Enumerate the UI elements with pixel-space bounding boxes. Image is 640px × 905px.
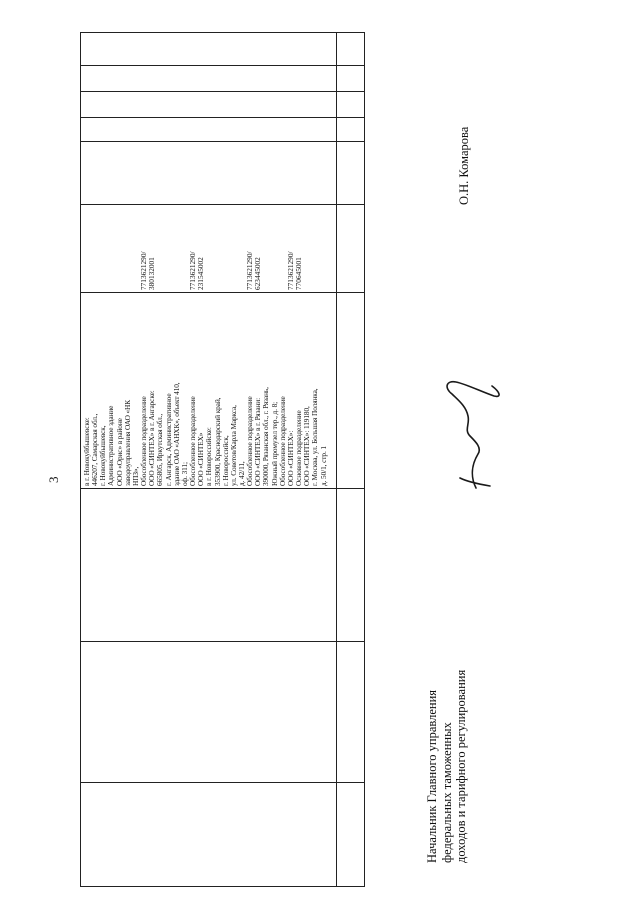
table-column-divider bbox=[81, 782, 364, 783]
table-column-divider bbox=[81, 117, 364, 118]
inn-kpp-line bbox=[165, 208, 173, 290]
table-column-divider bbox=[81, 292, 364, 293]
address-line: Основное подразделение bbox=[294, 410, 304, 486]
address-line: ул. Советов/Карла Маркса, bbox=[228, 405, 238, 486]
address-line: Обособленное подразделение bbox=[188, 396, 198, 486]
inn-kpp-line bbox=[99, 208, 107, 290]
signatory-name: О.Н. Комарова bbox=[457, 126, 471, 205]
address-line: в г. Новороссийске: bbox=[204, 427, 214, 486]
inn-kpp-line bbox=[107, 208, 115, 290]
address-line: Обособленное подразделение bbox=[139, 396, 149, 486]
address-line: оф. 311; bbox=[179, 462, 189, 486]
inn-kpp-line bbox=[230, 208, 238, 290]
inn-kpp-line: 7713621290/ bbox=[188, 251, 198, 290]
address-line: 665805, Иркутская обл., bbox=[155, 413, 165, 486]
address-line: Административное здание bbox=[106, 405, 116, 486]
table-column-divider bbox=[81, 204, 364, 205]
address-line: д. 42/11, bbox=[236, 461, 246, 486]
address-line: ООО «Орис» в районе bbox=[114, 418, 124, 486]
inn-kpp-line: 380132001 bbox=[147, 257, 157, 290]
inn-kpp-line: 770645001 bbox=[294, 257, 304, 290]
address-line: г. Ангарск, Административное bbox=[163, 393, 173, 486]
inn-kpp-line: 7713621290/ bbox=[285, 251, 295, 290]
address-line: 446207, Самарская обл., bbox=[90, 413, 100, 486]
handwritten-signature bbox=[430, 342, 520, 492]
table-column-divider bbox=[81, 91, 364, 92]
address-line: 390000, Рязанская обл., г. Рязань, bbox=[261, 387, 271, 486]
address-line: в г. Новокуйбышевске: bbox=[82, 417, 91, 486]
address-line: Обособленное подразделение bbox=[245, 396, 255, 486]
address-line: Южный промузел тер., д. 8; bbox=[269, 401, 279, 486]
inn-kpp-line: 231545002 bbox=[196, 257, 206, 290]
address-line: ООО «СИНТЕХ»: bbox=[285, 430, 295, 486]
address-cell bbox=[83, 294, 361, 486]
address-line: НПЗ», bbox=[130, 466, 140, 486]
signatory-title-line: федеральных таможенных bbox=[439, 722, 454, 863]
inn-kpp-line: 7713621290/ bbox=[139, 251, 149, 290]
inn-kpp-line bbox=[156, 208, 164, 290]
inn-kpp-line bbox=[116, 208, 124, 290]
table-column-divider bbox=[81, 488, 364, 489]
table-column-divider bbox=[81, 141, 364, 142]
address-line: г. Новороссийск, bbox=[220, 435, 230, 486]
address-line: 353900, Краснодарский край, bbox=[212, 397, 222, 486]
document-table bbox=[80, 32, 365, 887]
address-line: Обособленное подразделение bbox=[277, 396, 287, 486]
inn-kpp-line bbox=[205, 208, 213, 290]
address-line: д. 50/1, стр. 1 bbox=[318, 446, 328, 486]
inn-kpp-line: 7713621290/ bbox=[245, 251, 255, 290]
inn-kpp-line bbox=[124, 208, 132, 290]
inn-kpp-line bbox=[262, 208, 270, 290]
inn-kpp-line bbox=[214, 208, 222, 290]
address-line: заводоуправления ОАО «НК bbox=[122, 400, 132, 486]
inn-kpp-line: 623445002 bbox=[253, 257, 263, 290]
inn-kpp-line bbox=[83, 208, 91, 290]
page-number: 3 bbox=[46, 476, 61, 483]
inn-kpp-line bbox=[91, 208, 99, 290]
signatory-title-line: доходов и тарифного регулирования bbox=[454, 669, 468, 863]
address-line: ООО «СИНТЕХ»: 119180, bbox=[302, 406, 312, 486]
signatory-title bbox=[425, 670, 469, 863]
signatory-title-line: Начальник Главного управления bbox=[425, 689, 439, 863]
address-line: г. Новокуйбышевск, bbox=[98, 425, 108, 486]
address-line: ООО «СИНТЕХ» в г. Рязани: bbox=[253, 397, 263, 486]
inn-kpp-line bbox=[173, 208, 181, 290]
address-line: здание ОАО «АНХК», объект 410, bbox=[171, 382, 181, 486]
address-line: ООО «СИНТЕХ» в г. Ангарске: bbox=[147, 390, 157, 486]
inn-kpp-line bbox=[271, 208, 279, 290]
inn-kpp-line bbox=[222, 208, 230, 290]
address-line: г. Москва, ул. Большая Полянка, bbox=[310, 388, 320, 486]
inn-kpp-cell bbox=[83, 208, 361, 290]
table-column-divider bbox=[81, 641, 364, 642]
table-column-divider bbox=[81, 65, 364, 66]
address-line: ООО «СИНТЕХ» bbox=[196, 432, 206, 486]
